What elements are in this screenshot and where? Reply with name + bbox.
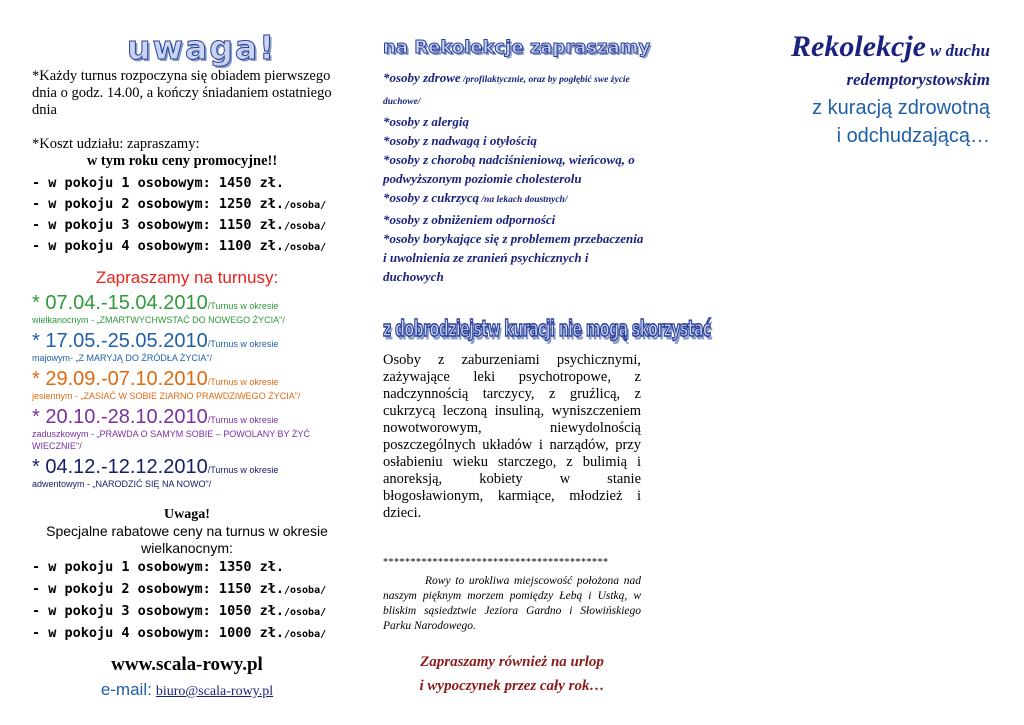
website-link[interactable]: www.scala-rowy.pl [111, 654, 263, 675]
email-label: e-mail: [100, 680, 152, 699]
email-line [32, 680, 342, 700]
invite-footer [383, 650, 641, 698]
audience-item: *osoby zdrowe /profilaktycznie, oraz by pogłębić swe życie duchowe/ [383, 70, 630, 107]
audience-list [383, 68, 645, 286]
rowy-text: Rowy to urokliwa miejscowość położona nad naszym pięknym morzem pomiędzy Łebą i Ustką, w bliskim sąsiedztwie Jeziora Gardno i Słowińskiego Parku Narodowego. [383, 575, 641, 632]
subtitle-line-2: i odchudzającą… [836, 125, 990, 147]
cost-label: *Koszt udziału: zapraszamy: [32, 136, 200, 152]
invite-line-2: i wypoczynek przez cały rok… [419, 678, 605, 694]
intro-text: *Każdy turnus rozpoczyna się obiadem pierwszego dnia o godz. 14.00, a kończy śniadaniem ostatniego dnia [32, 68, 332, 118]
subtitle [690, 94, 990, 150]
special-offer [32, 507, 342, 557]
turnus-item: * 07.04.-15.04.2010/Turnus w okresie wielkanocnym - „ZMARTWYCHWSTAĆ DO NOWEGO ŻYCIA"/ [32, 292, 285, 325]
price-item: - w pokoju 2 osobowym: 1150 zł./osoba/ [32, 581, 327, 597]
exclusions-text: Osoby z zaburzeniami psychicznymi, zażywające leki psychotropowe, z nadczynnością tarczycy, z gruźlicą, z cukrzycą leczoną insuliną, wyniszczeniem nowotworowym, niewydolnością poszczególnych układów i narządów, przy osłabieniu wieku starczego, z bulimią i anoreksją, kobiety w stanie błogosławionym, karmiące, młodzież i dzieci. [383, 352, 641, 521]
title-big: Rekolekcje [791, 30, 926, 63]
audience-item: *osoby borykające się z problemem przebaczenia i uwolnienia ze zranień psychicznych i duchowych [383, 231, 644, 284]
price-item: - w pokoju 1 osobowym: 1350 zł. [32, 559, 284, 575]
price-list-2 [32, 556, 342, 644]
audience-item: *osoby z obniżeniem odporności [383, 212, 556, 227]
main-title [690, 30, 990, 64]
audience-item: *osoby z alergią [383, 114, 469, 129]
uwaga-title: uwaga! [127, 28, 277, 67]
subtitle-line-1: z kuracją zdrowotną [812, 97, 990, 119]
invite-line-1: Zapraszamy również na urlop [420, 654, 604, 670]
turnus-item: * 04.12.-12.12.2010/Turnus w okresie adwentowym - „NARODZIĆ SIĘ NA NOWO"/ [32, 456, 279, 489]
exclusions-title: z dobrodziejstw kuracji nie mogą skorzystać [383, 317, 711, 343]
price-item: - w pokoju 4 osobowym: 1000 zł./osoba/ [32, 625, 327, 641]
turnus-item: * 17.05.-25.05.2010/Turnus w okresie majowym- „Z MARYJĄ DO ŹRÓDŁA ŻYCIA"/ [32, 330, 279, 363]
special-text: Specjalne rabatowe ceny na turnus w okresie wielkanocnym: [46, 523, 328, 556]
price-item: - w pokoju 4 osobowym: 1100 zł./osoba/ [32, 238, 327, 254]
price-item: - w pokoju 3 osobowym: 1150 zł./osoba/ [32, 217, 327, 233]
turnus-item: * 29.09.-07.10.2010/Turnus w okresie jesiennym - „ZASIAĆ W SOBIE ZIARNO PRAWDZIWEGO ŻYCIA"/ [32, 368, 301, 401]
turnus-item: * 20.10.-28.10.2010/Turnus w okresie zaduszkowym - „PRAWDA O SAMYM SOBIE – POWOLANY BY ŻYĆ WIECZNIE"/ [32, 406, 310, 451]
dates-header: Zapraszamy na turnusy: [95, 268, 279, 287]
price-item: - w pokoju 1 osobowym: 1450 zł. [32, 175, 284, 191]
audience-item: *osoby z cukrzycą /na lekach doustnych/ [383, 190, 568, 205]
promo-label: w tym roku ceny promocyjne!! [86, 153, 278, 169]
turnus-list [32, 292, 342, 494]
price-item: - w pokoju 3 osobowym: 1050 zł./osoba/ [32, 603, 327, 619]
price-list [32, 173, 342, 257]
title-small: w duchu [930, 41, 990, 60]
email-link[interactable]: biuro@scala-rowy.pl [155, 684, 274, 699]
uwaga-label: Uwaga! [164, 507, 210, 522]
star-divider: ***************************************** [383, 557, 609, 568]
title-line-2: redemptorystowskim [846, 70, 990, 89]
audience-item: *osoby z nadwagą i otyłością [383, 133, 537, 148]
audience-item: *osoby z chorobą nadciśnieniową, wieńcową, o podwyższonym poziomie cholesterolu [383, 152, 635, 186]
price-item: - w pokoju 2 osobowym: 1250 zł./osoba/ [32, 196, 327, 212]
invite-title: na Rekolekcje zapraszamy [383, 37, 651, 58]
